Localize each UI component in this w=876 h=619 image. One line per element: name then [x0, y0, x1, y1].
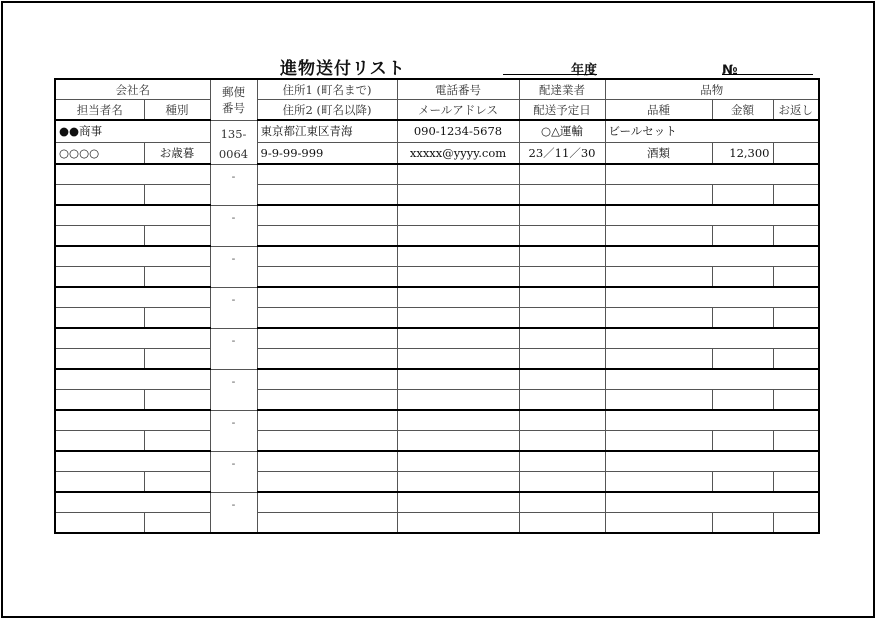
- zip-dash: -: [231, 456, 236, 470]
- entry-address1-cell[interactable]: [257, 287, 397, 308]
- entry-carrier-cell[interactable]: [519, 451, 605, 472]
- entry-phone-cell[interactable]: [397, 246, 519, 267]
- entry-item-type-cell[interactable]: [605, 513, 712, 534]
- entry-contact-cell[interactable]: [55, 513, 144, 534]
- entry-contact-cell[interactable]: [55, 431, 144, 452]
- entry-category-cell[interactable]: [144, 185, 210, 206]
- entry-email-cell[interactable]: [397, 308, 519, 329]
- entry-email-cell[interactable]: [397, 349, 519, 370]
- entry-category-cell[interactable]: [144, 226, 210, 247]
- entry-row-bottom: [55, 431, 819, 452]
- entry-contact-cell[interactable]: [55, 226, 144, 247]
- entry-row-top: [55, 246, 819, 267]
- entry-row-bottom: [55, 390, 819, 411]
- entry-email-cell[interactable]: [397, 513, 519, 534]
- entry-carrier-cell[interactable]: [519, 287, 605, 308]
- entry-zip-cell[interactable]: [210, 492, 257, 533]
- entry-company-cell[interactable]: [55, 410, 210, 431]
- entry-address2-cell[interactable]: [257, 349, 397, 370]
- entry-contact-cell[interactable]: [55, 267, 144, 288]
- entry-address2-cell[interactable]: [257, 185, 397, 206]
- col-amount: 金額: [712, 100, 773, 121]
- entry-category-cell[interactable]: [144, 513, 210, 534]
- entry-phone-cell[interactable]: [397, 328, 519, 349]
- entry-return-gift-cell[interactable]: [773, 431, 819, 452]
- entry-zip-cell[interactable]: [210, 205, 257, 246]
- entry-email-cell[interactable]: [397, 185, 519, 206]
- entry-item-type-cell[interactable]: [605, 267, 712, 288]
- entry-address2-cell[interactable]: [257, 226, 397, 247]
- year-label: 年度: [570, 63, 597, 78]
- entry-return-gift-cell[interactable]: [773, 267, 819, 288]
- entry-address2-cell[interactable]: [257, 308, 397, 329]
- entry-amount-cell[interactable]: [712, 226, 773, 247]
- entry-row-top: [55, 164, 819, 185]
- entry-phone-cell[interactable]: [397, 369, 519, 390]
- entry-item-name-cell[interactable]: [605, 492, 819, 513]
- entry-address2-cell[interactable]: [257, 472, 397, 493]
- example-address2[interactable]: 9-9-99-999: [257, 142, 397, 164]
- zip-dash: -: [231, 292, 236, 306]
- entry-company-cell[interactable]: [55, 369, 210, 390]
- entry-row-bottom: [55, 226, 819, 247]
- entry-item-type-cell[interactable]: [605, 349, 712, 370]
- entry-row-top: [55, 328, 819, 349]
- entry-item-type-cell[interactable]: [605, 472, 712, 493]
- col-goods: 品物: [605, 79, 819, 100]
- entry-category-cell[interactable]: [144, 349, 210, 370]
- entry-email-cell[interactable]: [397, 472, 519, 493]
- gift-list-table: [54, 78, 820, 534]
- entry-item-type-cell[interactable]: [605, 185, 712, 206]
- entry-carrier-cell[interactable]: [519, 164, 605, 185]
- entry-contact-cell[interactable]: [55, 390, 144, 411]
- number-field[interactable]: [722, 59, 813, 78]
- entry-phone-cell[interactable]: [397, 164, 519, 185]
- entry-company-cell[interactable]: [55, 328, 210, 349]
- entry-amount-cell[interactable]: [712, 390, 773, 411]
- entry-item-name-cell[interactable]: [605, 287, 819, 308]
- entry-company-cell[interactable]: [55, 451, 210, 472]
- entry-item-name-cell[interactable]: [605, 164, 819, 185]
- col-address1: 住所1 (町名まで): [257, 79, 397, 100]
- entry-zip-cell[interactable]: [210, 328, 257, 369]
- entry-item-type-cell[interactable]: [605, 226, 712, 247]
- entry-amount-cell[interactable]: [712, 431, 773, 452]
- example-contact[interactable]: ○○○○: [55, 142, 144, 164]
- entry-category-cell[interactable]: [144, 390, 210, 411]
- entry-address1-cell[interactable]: [257, 410, 397, 431]
- col-phone: 電話番号: [397, 79, 519, 100]
- zip-dash: -: [231, 169, 236, 183]
- entry-item-name-cell[interactable]: [605, 410, 819, 431]
- example-zip-top: 135-: [220, 126, 247, 141]
- page-title: 進物送付リスト: [280, 59, 406, 79]
- entry-contact-cell[interactable]: [55, 185, 144, 206]
- entry-contact-cell[interactable]: [55, 308, 144, 329]
- entry-amount-cell[interactable]: [712, 513, 773, 534]
- col-company: 会社名: [55, 79, 210, 100]
- col-address2: 住所2 (町名以降): [257, 100, 397, 121]
- col-email: メールアドレス: [397, 100, 519, 121]
- col-return-gift: お返し: [773, 100, 819, 121]
- entry-company-cell[interactable]: [55, 205, 210, 226]
- col-category: 種別: [144, 100, 210, 121]
- entry-zip-cell[interactable]: [210, 287, 257, 328]
- entry-row-top: [55, 451, 819, 472]
- entry-row-bottom: [55, 267, 819, 288]
- entry-delivery-date-cell[interactable]: [519, 513, 605, 534]
- entry-return-gift-cell[interactable]: [773, 472, 819, 493]
- entry-delivery-date-cell[interactable]: [519, 390, 605, 411]
- entry-row-top: [55, 410, 819, 431]
- example-item-name[interactable]: ビールセット: [605, 120, 819, 142]
- col-delivery-date: 配送予定日: [519, 100, 605, 121]
- entry-amount-cell[interactable]: [712, 308, 773, 329]
- zip-dash: -: [231, 374, 236, 388]
- entry-delivery-date-cell[interactable]: [519, 226, 605, 247]
- example-company[interactable]: ●●商事: [55, 120, 210, 142]
- entry-amount-cell[interactable]: [712, 267, 773, 288]
- example-delivery-date[interactable]: 23／11／30: [519, 142, 605, 164]
- zip-dash: -: [231, 415, 236, 429]
- zip-dash: -: [231, 333, 236, 347]
- zip-dash: -: [231, 497, 236, 511]
- entry-return-gift-cell[interactable]: [773, 349, 819, 370]
- entry-company-cell[interactable]: [55, 287, 210, 308]
- entry-address1-cell[interactable]: [257, 205, 397, 226]
- entry-row-bottom: [55, 472, 819, 493]
- col-item-type: 品種: [605, 100, 712, 121]
- entry-phone-cell[interactable]: [397, 205, 519, 226]
- entry-carrier-cell[interactable]: [519, 205, 605, 226]
- example-zip-bottom: 0064: [218, 146, 249, 161]
- entry-zip-cell[interactable]: [210, 410, 257, 451]
- entry-item-type-cell[interactable]: [605, 390, 712, 411]
- entry-delivery-date-cell[interactable]: [519, 472, 605, 493]
- entry-row-bottom: [55, 308, 819, 329]
- entry-item-type-cell[interactable]: [605, 431, 712, 452]
- entry-phone-cell[interactable]: [397, 492, 519, 513]
- year-field[interactable]: [503, 59, 597, 78]
- entry-email-cell[interactable]: [397, 226, 519, 247]
- entry-category-cell[interactable]: [144, 472, 210, 493]
- zip-dash: -: [231, 210, 236, 224]
- entry-address1-cell[interactable]: [257, 492, 397, 513]
- entry-email-cell[interactable]: [397, 390, 519, 411]
- entry-return-gift-cell[interactable]: [773, 185, 819, 206]
- example-phone[interactable]: 090-1234-5678: [397, 120, 519, 142]
- entry-return-gift-cell[interactable]: [773, 226, 819, 247]
- entry-address2-cell[interactable]: [257, 513, 397, 534]
- entry-amount-cell[interactable]: [712, 472, 773, 493]
- entry-address1-cell[interactable]: [257, 164, 397, 185]
- entry-carrier-cell[interactable]: [519, 246, 605, 267]
- header-row-2: [55, 100, 819, 121]
- example-return-gift[interactable]: [773, 142, 819, 164]
- entry-row-bottom: [55, 349, 819, 370]
- col-zip-line1: 郵便: [222, 85, 245, 99]
- col-contact: 担当者名: [55, 100, 144, 121]
- header-row-1: [55, 79, 819, 100]
- entry-row-top: [55, 205, 819, 226]
- entry-phone-cell[interactable]: [397, 287, 519, 308]
- entry-email-cell[interactable]: [397, 431, 519, 452]
- entry-item-name-cell[interactable]: [605, 205, 819, 226]
- entry-item-name-cell[interactable]: [605, 369, 819, 390]
- entry-amount-cell[interactable]: [712, 349, 773, 370]
- number-label: №: [722, 63, 738, 78]
- entry-zip-cell[interactable]: [210, 246, 257, 287]
- entry-phone-cell[interactable]: [397, 451, 519, 472]
- blank-entry-rows: [55, 164, 819, 533]
- entry-address1-cell[interactable]: [257, 451, 397, 472]
- entry-address2-cell[interactable]: [257, 431, 397, 452]
- entry-delivery-date-cell[interactable]: [519, 431, 605, 452]
- example-category[interactable]: お歳暮: [144, 142, 210, 164]
- col-zip-line2: 番号: [222, 101, 245, 115]
- entry-zip-cell[interactable]: [210, 369, 257, 410]
- col-carrier: 配達業者: [519, 79, 605, 100]
- entry-delivery-date-cell[interactable]: [519, 308, 605, 329]
- entry-email-cell[interactable]: [397, 267, 519, 288]
- entry-row-bottom: [55, 185, 819, 206]
- entry-phone-cell[interactable]: [397, 410, 519, 431]
- entry-company-cell[interactable]: [55, 246, 210, 267]
- entry-row-top: [55, 287, 819, 308]
- entry-delivery-date-cell[interactable]: [519, 349, 605, 370]
- entry-zip-cell[interactable]: [210, 451, 257, 492]
- entry-row-bottom: [55, 513, 819, 534]
- entry-row-top: [55, 492, 819, 513]
- example-item-type[interactable]: 酒類: [605, 142, 712, 164]
- entry-address2-cell[interactable]: [257, 390, 397, 411]
- example-zip[interactable]: [210, 120, 257, 164]
- example-email[interactable]: xxxxx@yyyy.com: [397, 142, 519, 164]
- entry-category-cell[interactable]: [144, 308, 210, 329]
- example-row-top: [55, 120, 819, 142]
- entry-category-cell[interactable]: [144, 431, 210, 452]
- col-zip: [210, 79, 257, 120]
- entry-company-cell[interactable]: [55, 492, 210, 513]
- entry-delivery-date-cell[interactable]: [519, 267, 605, 288]
- entry-address2-cell[interactable]: [257, 267, 397, 288]
- entry-zip-cell[interactable]: [210, 164, 257, 205]
- entry-item-name-cell[interactable]: [605, 246, 819, 267]
- entry-company-cell[interactable]: [55, 164, 210, 185]
- entry-address1-cell[interactable]: [257, 328, 397, 349]
- example-carrier[interactable]: ○△運輸: [519, 120, 605, 142]
- entry-carrier-cell[interactable]: [519, 492, 605, 513]
- entry-address1-cell[interactable]: [257, 246, 397, 267]
- entry-category-cell[interactable]: [144, 267, 210, 288]
- entry-item-type-cell[interactable]: [605, 308, 712, 329]
- entry-contact-cell[interactable]: [55, 472, 144, 493]
- entry-return-gift-cell[interactable]: [773, 308, 819, 329]
- entry-amount-cell[interactable]: [712, 185, 773, 206]
- entry-contact-cell[interactable]: [55, 349, 144, 370]
- entry-delivery-date-cell[interactable]: [519, 185, 605, 206]
- entry-return-gift-cell[interactable]: [773, 390, 819, 411]
- entry-carrier-cell[interactable]: [519, 369, 605, 390]
- entry-carrier-cell[interactable]: [519, 410, 605, 431]
- entry-address1-cell[interactable]: [257, 369, 397, 390]
- example-address1[interactable]: 東京都江東区青海: [257, 120, 397, 142]
- entry-carrier-cell[interactable]: [519, 328, 605, 349]
- example-row-bottom: [55, 142, 819, 164]
- zip-dash: -: [231, 251, 236, 265]
- example-amount[interactable]: 12,300: [712, 142, 773, 164]
- entry-return-gift-cell[interactable]: [773, 513, 819, 534]
- entry-row-top: [55, 369, 819, 390]
- entry-item-name-cell[interactable]: [605, 328, 819, 349]
- entry-item-name-cell[interactable]: [605, 451, 819, 472]
